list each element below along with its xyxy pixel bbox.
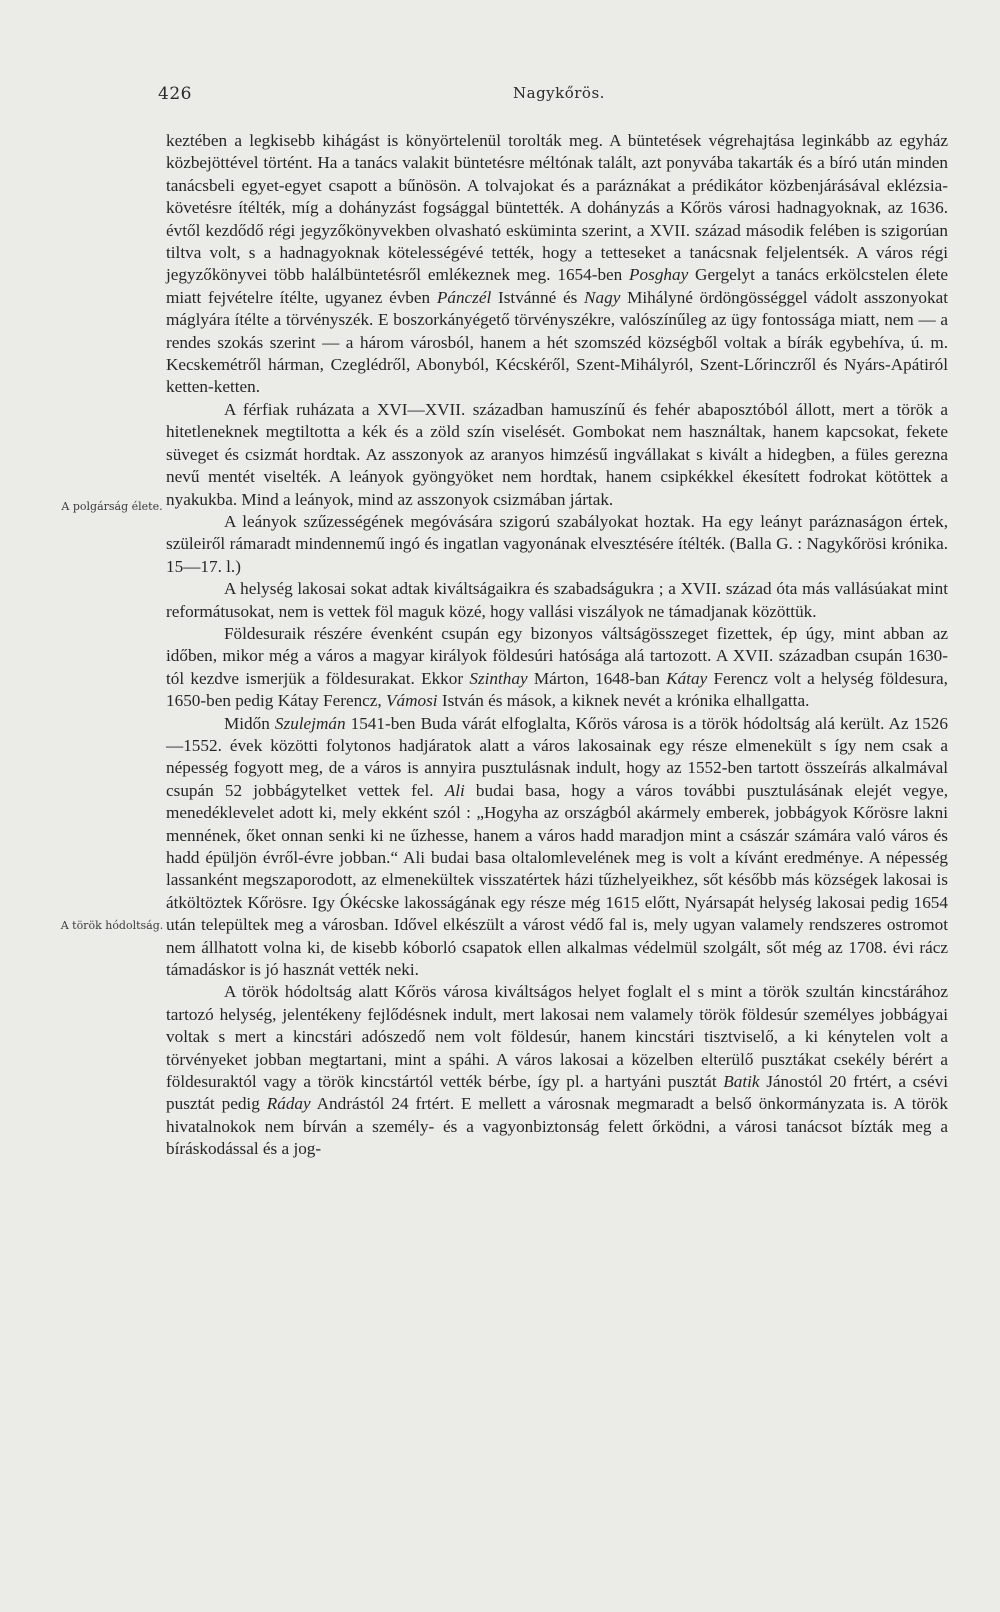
text-run: budai basa, hogy a város további pusztulásának elejét vegye, menedéklevelet adott ki, mely ekként szól : „Hogyha az országból akármely emberek, jobbágyok Kőrösre lakni mennének, őket onnan senki ki ne űzhesse, hanem a város hadd maradjon mint a császár számára való város és hadd épüljön évről-évre jobban.“ Ali budai basa oltalomlevelének meg is volt a kívánt eredménye. A népesség lassanként megszaporodott, az elmenekültek visszatértek házi tűzhelyeikhez, sőt később más községek lakosai is átköltöztek Kőrösre. Igy Ókécske lakosságának egy része még 1615 előtt, Nyársapát helység lakosai pedig 1654 után települtek meg a városban. Idővel elkészült a várost védő fal is, mely ugyan valamely rendszeres ostromot nem állhatott volna ki, de kisebb kóborló csapatok ellen alkalmas védelmül szolgált, sőt még az 1708. évi rácz támadáskor is jó hasznát vették neki. bbox=[166, 780, 948, 980]
page-header bbox=[158, 84, 948, 114]
paragraph bbox=[166, 399, 948, 511]
italic-name: Vámosi bbox=[386, 691, 438, 711]
text-run: Jánostól 20 frtért, a csévi pusztát pedig bbox=[166, 1072, 948, 1114]
page-number: 426 bbox=[158, 84, 192, 104]
text-run: Földesuraik részére évenként csupán egy bizonyos váltságösszeget fizettek, ép úgy, mint abban az időben, mikor még a város a magyar királyok földesúri hatósága alá tartozott. A XVII. században csupán 1630-tól kezdve ismerjük a földesurakat. Ekkor bbox=[166, 623, 948, 688]
text-run: 1541-ben Buda várát elfoglalta, Kőrös városa is a török hódoltság alá került. Az 1526—1552. évek közötti folytonos hadjáratok alatt a város lakosainak egy része elmenekült s így nem csak a népesség fogyott meg, de a város is annyira pusztulásnak indult, hogy az 1552-ben tartott összeírás alkalmával csupán 52 jobbágytelket vettek fel. bbox=[166, 713, 948, 800]
margin-note-torok: A török hódoltság. bbox=[60, 919, 164, 932]
text-run: Mihályné ördöngösséggel vádolt asszonyokat máglyára ítélte a törvényszék. E boszorkányégető törvényszékre, valószínűleg az ügy fontossága miatt, nem — a rendes szokás szerint — a három városból, hanem a hét szomszéd községből voltak a bírák egybehíva, ú. m. Kecskemétről hárman, Czeglédről, Abonyból, Kécskéről, Szent-Mihályról, Szent-Lőrinczről és Nyárs-Apátiról ketten-ketten. bbox=[166, 287, 948, 397]
paragraph bbox=[166, 623, 948, 713]
paragraph bbox=[166, 578, 948, 623]
italic-name: Nagy bbox=[584, 287, 621, 307]
italic-name: Ali bbox=[444, 780, 465, 800]
italic-name: Szulejmán bbox=[274, 713, 346, 733]
italic-name: Pánczél bbox=[436, 287, 492, 307]
text-run: Márton, 1648-ban bbox=[527, 668, 667, 688]
margin-note-polgarsag: A polgárság élete. bbox=[61, 500, 163, 513]
text-run: keztében a legkisebb kihágást is könyörtelenül torolták meg. A büntetések végrehajtása leginkább az egyház közbejöttével történt. Ha a tanács valakit büntetésre méltónak talált, azt ponyvába takarták és a bíró után minden tanácsbeli egyet-egyet csapott a bűnösön. A tolvajokat és a paráznákat a prédikátor közbenjárásával eklézsia-követésre ítélték, míg a dohányzást fogsággal büntették. A dohányzás a Kőrös városi hadnagyoknak, az 1636. évtől kezdődő régi jegyzőkönyvekben olvasható esküminta szerint, a XVII. század második felében is szigorúan tiltva volt, s a hadnagyoknak kötelességévé tették, hogy a tetteseket a tanácsnak feljelentsék. A város régi jegyzőkönyvei több halálbüntetésről emlékeznek meg. 1654-ben bbox=[166, 131, 948, 285]
text-run: Midőn bbox=[224, 713, 275, 733]
paragraph bbox=[166, 713, 948, 982]
text-run: A leányok szűzességének megóvására szigorú szabályokat hoztak. Ha egy leányt paráznaságon értek, szüleiről rámaradt mindennemű ingó és ingatlan vagyonának elvesztésére ítélték. (Balla G. : Nagykőrösi krónika. 15—17. l.) bbox=[166, 511, 948, 576]
text-run: István és mások, a kiknek nevét a krónika elhallgatta. bbox=[437, 691, 810, 711]
running-title: Nagykőrös. bbox=[513, 84, 605, 102]
italic-name: Batik bbox=[723, 1072, 760, 1092]
paragraph bbox=[166, 981, 948, 1160]
text-run: A helység lakosai sokat adtak kiváltságaikra és szabadságukra ; a XVII. század óta más vallásúakat mint reformátusokat, nem is vettek föl maguk közé, hogy vallási viszályok ne támadjanak közöttük. bbox=[166, 579, 948, 621]
italic-name: Ráday bbox=[266, 1094, 311, 1114]
text-run: Gergelyt a tanács erkölcstelen élete miatt fejvételre ítélte, ugyanez évben bbox=[166, 265, 948, 307]
text-run: Ferencz volt a helység földesura, 1650-ben pedig Kátay Ferencz, bbox=[166, 668, 948, 711]
paragraph bbox=[166, 130, 948, 399]
text-run: A török hódoltság alatt Kőrös városa kiváltságos helyet foglalt el s mint a török szultán kincstárához tartozó helység, jelentékeny fejlődésnek indult, mert lakosai nem valamely török földesúr személyes jobbágyai voltak s mert a kincstári adószedő nem volt földesúr, hanem kincstári tisztviselő, a ki kénytelen volt a törvényeket jobban megtartani, mint a spáhi. A város lakosai a közelben elterülő pusztákat csekély bérért a földesuraktól vagy a török kincstártól vették bérbe, így pl. a hartyáni pusztát bbox=[166, 982, 948, 1092]
paragraph bbox=[166, 511, 948, 578]
italic-name: Posghay bbox=[629, 265, 689, 285]
italic-name: Kátay bbox=[666, 668, 708, 688]
italic-name: Szinthay bbox=[469, 668, 528, 688]
body-text bbox=[166, 130, 948, 1161]
text-run: Andrástól 24 frtért. E mellett a városnak megmaradt a belső önkormányzata is. A török hivatalnokok nem bírván a személy- és a vagyonbiztonság felett őrködni, a városi tanácsot bízták meg a bíráskodással és a jog- bbox=[166, 1094, 948, 1159]
text-run: A férfiak ruházata a XVI—XVII. században hamuszínű és fehér abaposztóból állott, mert a török a hitetleneknek megtiltotta a kék és a zöld szín viselését. Gombokat nem használtak, hanem kapcsokat, fekete süveget és csizmát hordtak. Az asszonyok az aranyos himzésű ingvállakat s kivált a hidegben, a füles gerezna nevű mentét viselték. A leányok gyöngyöket nem hordtak, hanem csipkékkel ékesített fodrokat kötöttek a nyakukba. Mind a leányok, mind az asszonyok csizmában jártak. bbox=[166, 399, 948, 509]
text-run: Istvánné és bbox=[491, 287, 585, 307]
